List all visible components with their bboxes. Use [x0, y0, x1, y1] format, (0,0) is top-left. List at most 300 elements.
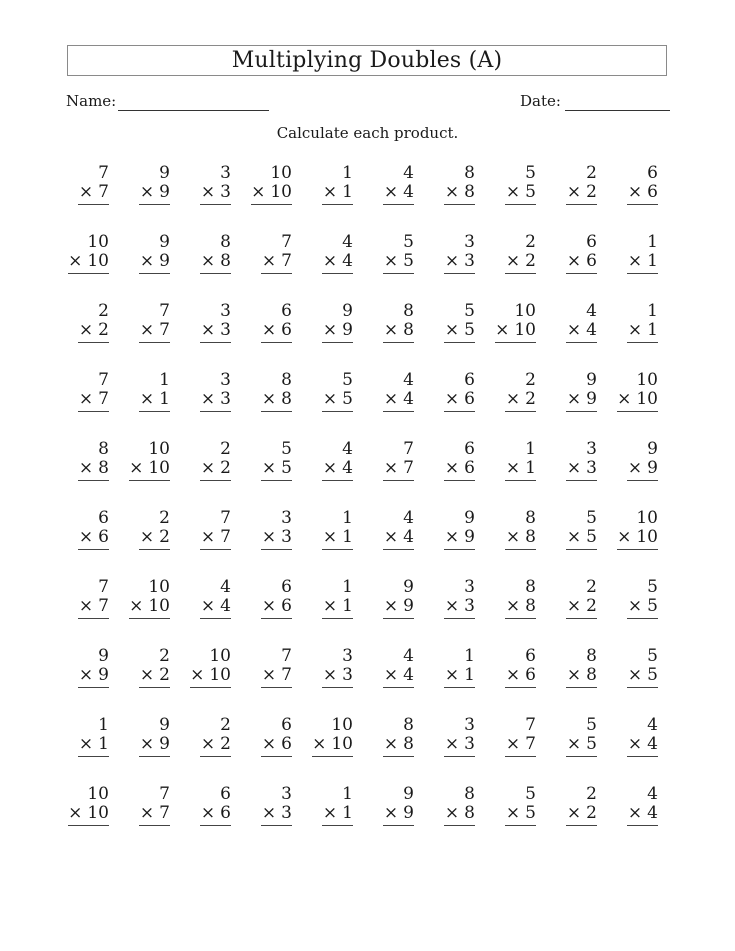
- multiplier: 8: [220, 251, 231, 271]
- times-icon: ×: [627, 734, 643, 754]
- multiplier-line: [627, 183, 658, 205]
- multiplier: 6: [281, 734, 292, 754]
- times-icon: ×: [566, 389, 582, 409]
- times-icon: ×: [444, 803, 460, 823]
- multiplier-line: [190, 666, 231, 688]
- multiplier: 7: [281, 251, 292, 271]
- times-icon: ×: [444, 458, 460, 478]
- multiplicand: 6: [281, 301, 292, 321]
- problem: [474, 785, 536, 826]
- problem: [169, 578, 231, 619]
- multiplier-line: [261, 597, 292, 619]
- times-icon: ×: [261, 665, 277, 685]
- multiplicand: 10: [331, 715, 353, 735]
- multiplier-line: [322, 183, 353, 205]
- multiplier: 6: [647, 182, 658, 202]
- multiplier-line: [566, 597, 597, 619]
- multiplicand: 8: [220, 232, 231, 252]
- multiplier-line: [200, 528, 231, 550]
- times-icon: ×: [322, 389, 338, 409]
- multiplier: 4: [586, 320, 597, 340]
- multiplier: 6: [464, 458, 475, 478]
- multiplicand: 2: [220, 715, 231, 735]
- problem: [230, 371, 292, 412]
- times-icon: ×: [505, 251, 521, 271]
- times-icon: ×: [68, 803, 83, 823]
- multiplicand: 3: [220, 301, 231, 321]
- multiplier: 1: [159, 389, 170, 409]
- problem: [291, 578, 353, 619]
- multiplier: 9: [159, 182, 170, 202]
- multiplicand: 5: [647, 646, 658, 666]
- multiplicand: 3: [220, 163, 231, 183]
- multiplicand: 4: [403, 508, 414, 528]
- multiplicand: 9: [342, 301, 353, 321]
- multiplier: 4: [403, 527, 414, 547]
- multiplier: 7: [98, 182, 109, 202]
- multiplier: 9: [403, 596, 414, 616]
- multiplier: 5: [647, 665, 658, 685]
- problem: [474, 164, 536, 205]
- times-icon: ×: [261, 527, 277, 547]
- multiplier: 2: [586, 182, 597, 202]
- multiplier-line: [200, 804, 231, 826]
- times-icon: ×: [322, 320, 338, 340]
- multiplier: 4: [647, 734, 658, 754]
- multiplicand: 1: [342, 163, 353, 183]
- multiplier-line: [322, 597, 353, 619]
- multiplier-line: [505, 459, 536, 481]
- times-icon: ×: [566, 458, 582, 478]
- multiplier-line: [322, 804, 353, 826]
- multiplier-line: [200, 597, 231, 619]
- multiplicand: 1: [647, 301, 658, 321]
- multiplier-line: [383, 735, 414, 757]
- multiplier-line: [383, 252, 414, 274]
- multiplicand: 4: [647, 784, 658, 804]
- multiplier: 7: [525, 734, 536, 754]
- multiplier: 9: [342, 320, 353, 340]
- multiplier: 5: [281, 458, 292, 478]
- multiplier-line: [200, 735, 231, 757]
- multiplier-line: [505, 528, 536, 550]
- problem: [230, 164, 292, 205]
- multiplier: 4: [403, 389, 414, 409]
- multiplicand: 9: [403, 784, 414, 804]
- times-icon: ×: [505, 596, 521, 616]
- problem: [291, 164, 353, 205]
- multiplier: 8: [525, 527, 536, 547]
- times-icon: ×: [495, 320, 510, 340]
- multiplicand: 9: [98, 646, 109, 666]
- times-icon: ×: [261, 389, 277, 409]
- multiplicand: 7: [220, 508, 231, 528]
- multiplicand: 4: [647, 715, 658, 735]
- problem: [47, 233, 109, 274]
- problem: [596, 440, 658, 481]
- times-icon: ×: [505, 665, 521, 685]
- multiplicand: 6: [525, 646, 536, 666]
- times-icon: ×: [139, 251, 155, 271]
- times-icon: ×: [505, 734, 521, 754]
- multiplier-line: [139, 735, 170, 757]
- multiplier-line: [78, 459, 109, 481]
- multiplier-line: [261, 252, 292, 274]
- multiplicand: 10: [209, 646, 231, 666]
- times-icon: ×: [200, 596, 216, 616]
- problem: [169, 233, 231, 274]
- problem: [108, 233, 170, 274]
- problem: [413, 785, 475, 826]
- times-icon: ×: [78, 389, 94, 409]
- problem: [230, 509, 292, 550]
- multiplicand: 5: [586, 508, 597, 528]
- times-icon: ×: [261, 803, 277, 823]
- multiplicand: 10: [636, 508, 658, 528]
- multiplicand: 9: [464, 508, 475, 528]
- multiplicand: 4: [342, 232, 353, 252]
- times-icon: ×: [322, 182, 338, 202]
- problem: [230, 716, 292, 757]
- multiplicand: 4: [220, 577, 231, 597]
- multiplicand: 5: [403, 232, 414, 252]
- problem: [47, 440, 109, 481]
- multiplier: 5: [403, 251, 414, 271]
- multiplier-line: [383, 321, 414, 343]
- problem: [47, 578, 109, 619]
- multiplicand: 3: [342, 646, 353, 666]
- times-icon: ×: [139, 665, 155, 685]
- problem: [108, 164, 170, 205]
- multiplier-line: [139, 528, 170, 550]
- multiplicand: 6: [464, 370, 475, 390]
- multiplier: 7: [159, 320, 170, 340]
- multiplier: 7: [281, 665, 292, 685]
- multiplicand: 7: [98, 577, 109, 597]
- multiplicand: 2: [586, 784, 597, 804]
- times-icon: ×: [78, 596, 94, 616]
- problem: [413, 509, 475, 550]
- times-icon: ×: [505, 527, 521, 547]
- multiplier-line: [566, 252, 597, 274]
- multiplicand: 2: [159, 646, 170, 666]
- multiplier: 10: [270, 182, 292, 202]
- problem: [47, 509, 109, 550]
- multiplier-line: [444, 528, 475, 550]
- multiplier-line: [383, 183, 414, 205]
- multiplier: 5: [586, 734, 597, 754]
- problem: [230, 578, 292, 619]
- times-icon: ×: [78, 320, 94, 340]
- problem: [169, 716, 231, 757]
- multiplicand: 2: [220, 439, 231, 459]
- multiplier: 7: [220, 527, 231, 547]
- multiplicand: 3: [586, 439, 597, 459]
- multiplicand: 2: [586, 577, 597, 597]
- multiplicand: 6: [281, 577, 292, 597]
- multiplicand: 8: [586, 646, 597, 666]
- multiplier: 4: [220, 596, 231, 616]
- multiplier: 9: [403, 803, 414, 823]
- problem: [352, 647, 414, 688]
- times-icon: ×: [444, 665, 460, 685]
- times-icon: ×: [129, 596, 144, 616]
- problem: [291, 509, 353, 550]
- times-icon: ×: [383, 458, 399, 478]
- date-label: Date:: [520, 92, 561, 110]
- multiplicand: 1: [464, 646, 475, 666]
- multiplier: 4: [647, 803, 658, 823]
- multiplier: 8: [281, 389, 292, 409]
- multiplier-line: [129, 597, 170, 619]
- problem: [47, 785, 109, 826]
- problem: [474, 578, 536, 619]
- times-icon: ×: [200, 734, 216, 754]
- problem: [596, 647, 658, 688]
- multiplier-line: [444, 321, 475, 343]
- multiplier: 3: [220, 320, 231, 340]
- multiplier-line: [78, 528, 109, 550]
- multiplier: 3: [464, 596, 475, 616]
- multiplicand: 1: [342, 784, 353, 804]
- multiplier-line: [566, 390, 597, 412]
- problem: [596, 578, 658, 619]
- times-icon: ×: [139, 182, 155, 202]
- multiplier-line: [383, 804, 414, 826]
- problem: [596, 371, 658, 412]
- multiplier: 3: [464, 734, 475, 754]
- multiplier: 3: [220, 389, 231, 409]
- problem: [291, 371, 353, 412]
- times-icon: ×: [78, 458, 94, 478]
- problem: [108, 578, 170, 619]
- times-icon: ×: [383, 734, 399, 754]
- multiplier-line: [261, 390, 292, 412]
- multiplicand: 6: [586, 232, 597, 252]
- problem: [535, 440, 597, 481]
- multiplier-line: [495, 321, 536, 343]
- multiplier-line: [322, 528, 353, 550]
- multiplier: 1: [464, 665, 475, 685]
- times-icon: ×: [566, 527, 582, 547]
- multiplier-line: [251, 183, 292, 205]
- multiplier: 10: [87, 803, 109, 823]
- multiplier: 4: [342, 251, 353, 271]
- multiplicand: 5: [525, 784, 536, 804]
- times-icon: ×: [566, 596, 582, 616]
- multiplicand: 3: [220, 370, 231, 390]
- multiplicand: 1: [98, 715, 109, 735]
- problem: [108, 302, 170, 343]
- multiplicand: 10: [514, 301, 536, 321]
- multiplier: 1: [342, 596, 353, 616]
- problem: [352, 164, 414, 205]
- multiplier-line: [444, 804, 475, 826]
- multiplier-line: [505, 252, 536, 274]
- times-icon: ×: [383, 251, 399, 271]
- multiplicand: 6: [220, 784, 231, 804]
- problem: [474, 716, 536, 757]
- times-icon: ×: [627, 251, 643, 271]
- multiplier-line: [139, 183, 170, 205]
- multiplicand: 10: [148, 439, 170, 459]
- multiplier-line: [322, 390, 353, 412]
- multiplier-line: [505, 390, 536, 412]
- multiplier: 7: [403, 458, 414, 478]
- multiplicand: 10: [148, 577, 170, 597]
- multiplicand: 1: [342, 577, 353, 597]
- times-icon: ×: [78, 665, 94, 685]
- times-icon: ×: [78, 734, 94, 754]
- multiplicand: 4: [403, 646, 414, 666]
- multiplier: 1: [342, 182, 353, 202]
- problem: [535, 785, 597, 826]
- times-icon: ×: [566, 734, 582, 754]
- multiplier: 9: [98, 665, 109, 685]
- multiplier-line: [78, 390, 109, 412]
- times-icon: ×: [444, 734, 460, 754]
- multiplier: 3: [281, 527, 292, 547]
- name-label: Name:: [66, 92, 117, 110]
- multiplicand: 4: [342, 439, 353, 459]
- problem: [474, 440, 536, 481]
- multiplier-line: [566, 183, 597, 205]
- multiplier: 7: [159, 803, 170, 823]
- problem: [230, 647, 292, 688]
- times-icon: ×: [383, 803, 399, 823]
- multiplicand: 7: [98, 370, 109, 390]
- problem: [535, 371, 597, 412]
- multiplicand: 2: [586, 163, 597, 183]
- multiplier: 5: [525, 803, 536, 823]
- multiplier-line: [566, 804, 597, 826]
- problem: [169, 785, 231, 826]
- problem: [352, 578, 414, 619]
- problem: [535, 233, 597, 274]
- times-icon: ×: [322, 803, 338, 823]
- multiplier: 2: [525, 389, 536, 409]
- times-icon: ×: [505, 803, 521, 823]
- multiplier-line: [444, 459, 475, 481]
- multiplicand: 9: [159, 163, 170, 183]
- multiplier: 3: [586, 458, 597, 478]
- problem: [169, 302, 231, 343]
- times-icon: ×: [627, 320, 643, 340]
- times-icon: ×: [383, 320, 399, 340]
- multiplier-line: [505, 804, 536, 826]
- problem: [291, 716, 353, 757]
- times-icon: ×: [444, 251, 460, 271]
- times-icon: ×: [139, 527, 155, 547]
- multiplicand: 6: [647, 163, 658, 183]
- multiplicand: 2: [98, 301, 109, 321]
- times-icon: ×: [444, 389, 460, 409]
- times-icon: ×: [444, 527, 460, 547]
- times-icon: ×: [261, 734, 277, 754]
- date-field[interactable]: [565, 110, 670, 111]
- multiplier: 1: [525, 458, 536, 478]
- times-icon: ×: [261, 458, 277, 478]
- times-icon: ×: [566, 665, 582, 685]
- instructions: Calculate each product.: [276, 124, 459, 142]
- multiplicand: 5: [586, 715, 597, 735]
- multiplier-line: [383, 666, 414, 688]
- problem: [474, 509, 536, 550]
- multiplier-line: [383, 597, 414, 619]
- multiplier: 2: [525, 251, 536, 271]
- multiplier-line: [505, 597, 536, 619]
- multiplier: 7: [98, 389, 109, 409]
- times-icon: ×: [505, 458, 521, 478]
- times-icon: ×: [261, 251, 277, 271]
- multiplier-line: [627, 666, 658, 688]
- multiplier: 5: [525, 182, 536, 202]
- problem: [596, 233, 658, 274]
- multiplier-line: [627, 804, 658, 826]
- multiplier: 8: [525, 596, 536, 616]
- times-icon: ×: [383, 389, 399, 409]
- multiplier-line: [68, 252, 109, 274]
- multiplier-line: [627, 252, 658, 274]
- multiplier-line: [444, 666, 475, 688]
- multiplier: 6: [525, 665, 536, 685]
- problem: [47, 371, 109, 412]
- multiplier-line: [383, 459, 414, 481]
- multiplier-line: [627, 321, 658, 343]
- multiplier-line: [129, 459, 170, 481]
- multiplicand: 8: [525, 577, 536, 597]
- multiplicand: 8: [403, 715, 414, 735]
- multiplicand: 1: [342, 508, 353, 528]
- multiplier-line: [139, 252, 170, 274]
- times-icon: ×: [566, 182, 582, 202]
- multiplicand: 1: [647, 232, 658, 252]
- multiplicand: 10: [87, 232, 109, 252]
- multiplier: 5: [342, 389, 353, 409]
- problem: [413, 164, 475, 205]
- problem: [413, 716, 475, 757]
- problem: [474, 371, 536, 412]
- multiplier: 6: [464, 389, 475, 409]
- multiplier: 8: [98, 458, 109, 478]
- multiplicand: 1: [159, 370, 170, 390]
- problem: [535, 578, 597, 619]
- multiplier-line: [78, 183, 109, 205]
- problem: [230, 785, 292, 826]
- multiplier-line: [261, 735, 292, 757]
- worksheet-title: Multiplying Doubles (A): [231, 48, 503, 73]
- problem: [535, 164, 597, 205]
- times-icon: ×: [505, 182, 521, 202]
- problem: [230, 440, 292, 481]
- problem: [352, 509, 414, 550]
- multiplicand: 3: [464, 715, 475, 735]
- multiplier-line: [383, 390, 414, 412]
- name-field[interactable]: [118, 110, 269, 111]
- multiplier-line: [444, 252, 475, 274]
- times-icon: ×: [383, 182, 399, 202]
- multiplicand: 7: [403, 439, 414, 459]
- multiplicand: 7: [98, 163, 109, 183]
- times-icon: ×: [139, 734, 155, 754]
- multiplier: 2: [98, 320, 109, 340]
- multiplier-line: [566, 735, 597, 757]
- problem: [47, 716, 109, 757]
- times-icon: ×: [383, 596, 399, 616]
- multiplicand: 5: [281, 439, 292, 459]
- multiplicand: 3: [281, 784, 292, 804]
- times-icon: ×: [444, 320, 460, 340]
